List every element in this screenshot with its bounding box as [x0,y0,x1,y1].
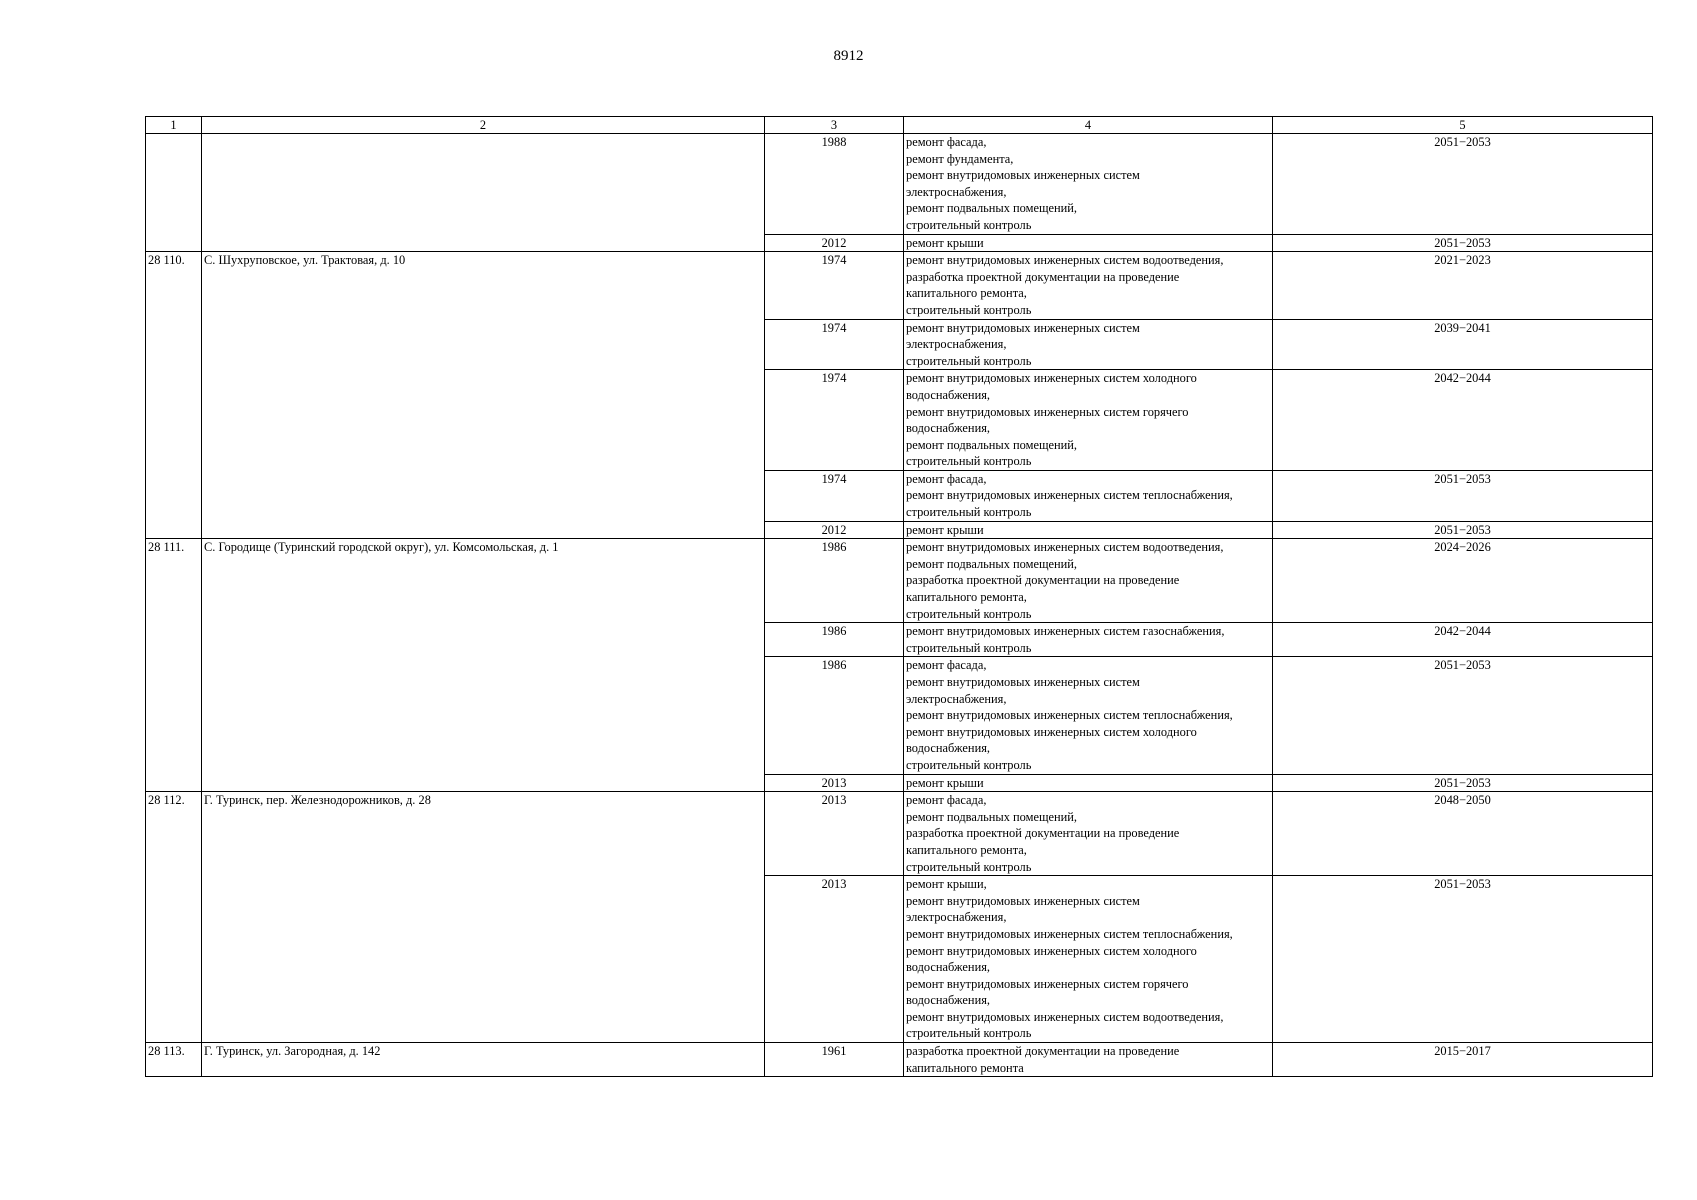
building-address: Г. Туринск, пер. Железнодорожников, д. 28 [202,792,765,1043]
repair-works: ремонт внутридомовых инженерных систем газоснабжения, строительный контроль [904,623,1273,657]
repair-period: 2015−2017 [1273,1043,1653,1077]
commission-year: 2012 [765,234,904,252]
commission-year: 1986 [765,539,904,623]
header-col-5: 5 [1273,117,1653,134]
repair-works: ремонт фасада, ремонт внутридомовых инженерных систем электроснабжения, ремонт внутридомовых инженерных систем теплоснабжения, ремонт внутридомовых инженерных систем холодного водоснабжения, строительный контроль [904,657,1273,774]
commission-year: 1986 [765,623,904,657]
repair-works: разработка проектной документации на проведение капитального ремонта [904,1043,1273,1077]
header-col-1: 1 [146,117,202,134]
table-body [146,134,1653,1077]
header-col-4: 4 [904,117,1273,134]
repair-works: ремонт фасада, ремонт внутридомовых инженерных систем теплоснабжения, строительный контроль [904,470,1273,521]
table-header [146,117,1653,134]
repair-works: ремонт внутридомовых инженерных систем электроснабжения, строительный контроль [904,319,1273,370]
repair-period: 2042−2044 [1273,370,1653,471]
commission-year: 1961 [765,1043,904,1077]
entry-number: 28 113. [146,1043,202,1077]
repair-works: ремонт фасада, ремонт подвальных помещений, разработка проектной документации на проведение капитального ремонта, строительный контроль [904,792,1273,876]
table-row [146,1043,1653,1077]
commission-year: 2012 [765,521,904,539]
entry-number: 28 110. [146,252,202,539]
building-address: С. Шухруповское, ул. Трактовая, д. 10 [202,252,765,539]
commission-year: 2013 [765,792,904,876]
building-address: С. Городище (Туринский городской округ), ул. Комсомольская, д. 1 [202,539,765,792]
table-row [146,252,1653,319]
table-row [146,134,1653,235]
commission-year: 1974 [765,370,904,471]
table-row [146,792,1653,876]
commission-year: 1974 [765,319,904,370]
commission-year: 1974 [765,470,904,521]
repair-period: 2051−2053 [1273,657,1653,774]
header-row [146,117,1653,134]
repair-period: 2051−2053 [1273,521,1653,539]
header-col-3: 3 [765,117,904,134]
repair-works: ремонт фасада, ремонт фундамента, ремонт внутридомовых инженерных систем электроснабжения, ремонт подвальных помещений, строительный контроль [904,134,1273,235]
page-number: 8912 [833,48,864,64]
entry-number: 28 111. [146,539,202,792]
building-address: Г. Туринск, ул. Загородная, д. 142 [202,1043,765,1077]
commission-year: 2013 [765,774,904,792]
repair-period: 2021−2023 [1273,252,1653,319]
repair-works: ремонт крыши [904,234,1273,252]
repair-works: ремонт внутридомовых инженерных систем водоотведения, ремонт подвальных помещений, разработка проектной документации на проведение капитального ремонта, строительный контроль [904,539,1273,623]
repair-period: 2039−2041 [1273,319,1653,370]
header-col-2: 2 [202,117,765,134]
repair-period: 2051−2053 [1273,134,1653,235]
repair-works: ремонт крыши [904,774,1273,792]
repair-period: 2048−2050 [1273,792,1653,876]
repair-period: 2051−2053 [1273,774,1653,792]
repair-period: 2051−2053 [1273,876,1653,1043]
commission-year: 1988 [765,134,904,235]
repair-period: 2042−2044 [1273,623,1653,657]
repair-works: ремонт внутридомовых инженерных систем холодного водоснабжения, ремонт внутридомовых инженерных систем горячего водоснабжения, ремонт подвальных помещений, строительный контроль [904,370,1273,471]
entry-number [146,134,202,252]
commission-year: 1986 [765,657,904,774]
repair-period: 2024−2026 [1273,539,1653,623]
table-row [146,539,1653,623]
repair-works: ремонт внутридомовых инженерных систем водоотведения, разработка проектной документации на проведение капитального ремонта, строительный контроль [904,252,1273,319]
entry-number: 28 112. [146,792,202,1043]
building-address [202,134,765,252]
commission-year: 1974 [765,252,904,319]
repair-period: 2051−2053 [1273,470,1653,521]
repair-works: ремонт крыши, ремонт внутридомовых инженерных систем электроснабжения, ремонт внутридомовых инженерных систем теплоснабжения, ремонт внутридомовых инженерных систем холодного водоснабжения, ремонт внутридомовых инженерных систем горячего водоснабжения, ремонт внутридомовых инженерных систем водоотведения, строительный контроль [904,876,1273,1043]
capital-repair-table [145,116,1653,1077]
repair-works: ремонт крыши [904,521,1273,539]
commission-year: 2013 [765,876,904,1043]
repair-period: 2051−2053 [1273,234,1653,252]
